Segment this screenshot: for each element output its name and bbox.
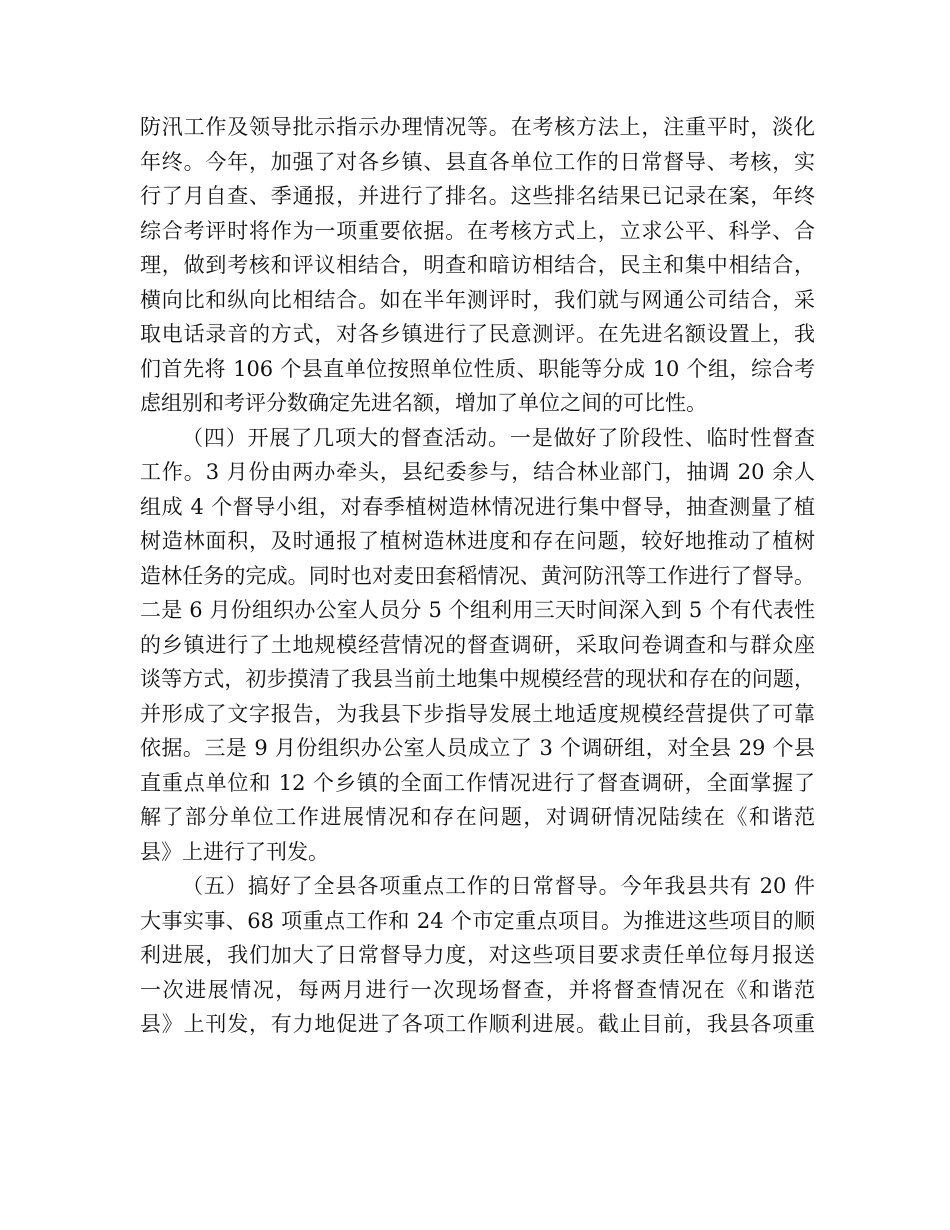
text-line: 解了部分单位工作进展情况和存在问题，对调研情况陆续在《和谐范 xyxy=(140,805,815,829)
text-line: 组成 4 个督导小组，对春季植树造林情况进行集中督导，抽查测量了植 xyxy=(140,494,815,519)
paragraph xyxy=(140,421,815,870)
text-line: 并形成了文字报告，为我县下步指导发展土地适度规模经营提供了可靠 xyxy=(140,701,815,726)
text-line: 工作。3 月份由两办牵头，县纪委参与，结合林业部门，抽调 20 余人 xyxy=(140,460,815,484)
text-line: 利进展，我们加大了日常督导力度，对这些项目要求责任单位每月报送 xyxy=(140,943,815,967)
paragraph xyxy=(140,869,815,1042)
text-line: 取电话录音的方式，对各乡镇进行了民意测评。在先进名额设置上，我 xyxy=(140,322,815,346)
text-line: 直重点单位和 12 个乡镇的全面工作情况进行了督查调研，全面掌握了 xyxy=(140,770,815,795)
text-line: 们首先将 106 个县直单位按照单位性质、职能等分成 10 个组，综合考 xyxy=(140,356,815,381)
text-line: 的乡镇进行了土地规模经营情况的督查调研，采取问卷调查和与群众座 xyxy=(140,632,815,657)
text-line: 理，做到考核和评议相结合，明查和暗访相结合，民主和集中相结合， xyxy=(140,253,815,277)
text-line: 树造林面积，及时通报了植树造林进度和存在问题，较好地推动了植树 xyxy=(140,529,815,553)
text-line: （五）搞好了全县各项重点工作的日常督导。今年我县共有 20 件 xyxy=(182,874,815,898)
text-line: 大事实事、68 项重点工作和 24 个市定重点项目。为推进这些项目的顺 xyxy=(140,908,815,933)
text-line: 虑组别和考评分数确定先进名额，增加了单位之间的可比性。 xyxy=(140,391,707,415)
text-line: 横向比和纵向比相结合。如在半年测评时，我们就与网通公司结合，采 xyxy=(140,287,815,312)
text-line: （四）开展了几项大的督查活动。一是做好了阶段性、临时性督查 xyxy=(182,425,815,450)
text-line: 二是 6 月份组织办公室人员分 5 个组利用三天时间深入到 5 个有代表性 xyxy=(140,598,815,622)
text-line: 县》上刊发，有力地促进了各项工作顺利进展。截止目前，我县各项重 xyxy=(140,1012,815,1036)
text-line: 一次进展情况，每两月进行一次现场督查，并将督查情况在《和谐范 xyxy=(140,977,815,1002)
text-line: 年终。今年，加强了对各乡镇、县直各单位工作的日常督导、考核，实 xyxy=(140,149,815,174)
text-line: 谈等方式，初步摸清了我县当前土地集中规模经营的现状和存在的问题， xyxy=(140,667,815,691)
text-line: 综合考评时将作为一项重要依据。在考核方式上，立求公平、科学、合 xyxy=(140,218,815,243)
text-line: 行了月自查、季通报，并进行了排名。这些排名结果已记录在案，年终 xyxy=(140,184,815,208)
paragraph xyxy=(140,110,815,421)
text-line: 造林任务的完成。同时也对麦田套稻情况、黄河防汛等工作进行了督导。 xyxy=(140,563,815,588)
document-body xyxy=(140,110,815,1042)
text-line: 县》上进行了刊发。 xyxy=(140,839,329,864)
text-line: 防汛工作及领导批示指示办理情况等。在考核方法上，注重平时，淡化 xyxy=(140,115,815,139)
text-line: 依据。三是 9 月份组织办公室人员成立了 3 个调研组，对全县 29 个县 xyxy=(140,736,815,760)
